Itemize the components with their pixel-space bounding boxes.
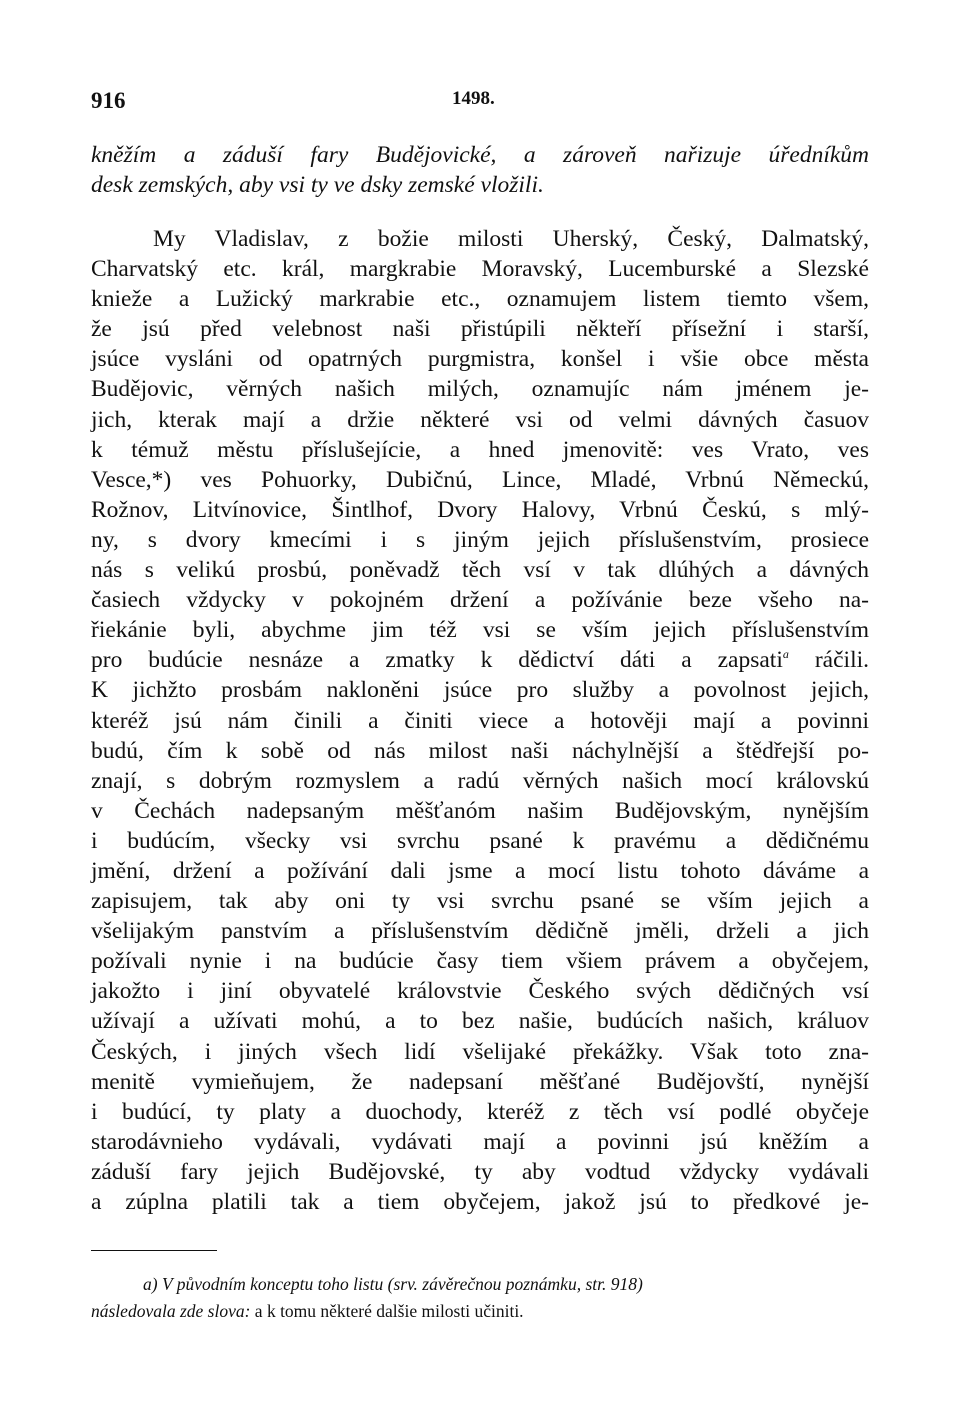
body-line-tail: ráčili. [814,647,870,674]
body-line: budú, čím k sobě od nás milost naši náchylnější a štědřejší po- [91,737,869,764]
footnote-reference: a [782,647,789,662]
body-line: Charvatský etc. král, margkrabie Moravský, Lucemburské a Slezské [91,256,869,283]
body-line: a zúplna platili tak a tiem obyčejem, jakož jsú to předkové je- [91,1189,869,1215]
body-line: My Vladislav, z božie milosti Uherský, Český, Dalmatský, [153,226,869,252]
body-line: nás s velikú prosbú, poněvadž těch vsí v tak dlúhých a dávných [91,557,869,584]
body-line: zapisujem, tak aby oni ty vsi svrchu psané se vším jejich a [91,888,869,915]
footnote-line [91,1271,871,1298]
body-line: řiekánie byli, abychme jim též vsi se vším jejich příslušenstvím [91,617,869,644]
body-line: starodávnieho vydávali, vydávati mají a povinni jsú kněžím a [91,1128,869,1155]
body-line: požívali nynie i na budúcie časy tiem všiem právem a obyčejem, [91,948,869,975]
footnote-quoted-words: a k tomu některé dalšie milosti učiniti. [254,1301,524,1321]
footnote [91,1271,871,1325]
body-line: kteréž jsú nám činili a činiti viece a hotověji mají a povinni [91,707,869,734]
page-header-year: 1498. [452,88,495,109]
body-line: jakožto i jiní obyvatelé královstvie Českého svých dědičných vsí [91,978,869,1005]
body-line: záduší fary jejich Budějovské, ty aby vodtud vždycky vydávali [91,1158,869,1185]
body-line: jmění, držení a požívání dali jsme a mocí listu tohoto dáváme a [91,857,869,884]
body-line: ny, s dvory kmecími i s jiným jejich příslušenstvím, prosiece [91,526,869,553]
body-line: Rožnov, Litvínovice, Šintlhof, Dvory Halovy, Vrbnú Českú, s mlý- [91,496,869,523]
body-line: k témuž městu příslušejície, a hned jmenovitě: ves Vrato, ves [91,436,869,463]
body-line: znají, s dobrým rozmyslem a radú věrných našich mocí královskú [91,767,869,794]
body-line: Vesce,*) ves Pohuorky, Dubičnú, Lince, Mladé, Vrbnú Německú, [91,466,869,493]
body-line: Budějovic, věrných našich milých, oznamujíc nám jménem je- [91,376,869,403]
body-line-text: pro budúcie nesnáze a zmatky k dědictví dáti a zapsati [91,647,783,674]
body-line: menitě vymieňujem, že nadepsaní měšťané Budějovští, nynější [91,1068,869,1095]
body-line: jsúce vysláni od opatrných purgmistra, konšel i všie obce města [91,346,869,373]
summary-line: kněžím a záduší fary Budějovické, a zároveň nařizuje úředníkům [91,142,869,168]
body-line: užívají a užívati mohú, a to bez našie, budúcích našich, králuov [91,1008,869,1035]
body-line: časiech vždycky v pokojném držení a požívánie beze všeho na- [91,587,869,614]
body-line: K jichžto prosbám nakloněni jsúce pro služby a povolnost jejich, [91,677,869,704]
body-line: že jsú před velebnost naši přistúpili někteří přísežní i starší, [91,316,869,343]
body-line: jich, kterak mají a držie některé vsi od velmi dávných časuov [91,406,869,433]
body-line: i budúcím, všecky vsi svrchu psané k pravému a dědičnému [91,827,869,854]
footnote-rule [91,1250,217,1251]
page-number: 916 [91,88,126,113]
body-text [91,224,869,1217]
footnote-text: V původním konceptu toho listu (srv. závěrečnou poznámku, str. 918) [161,1274,643,1294]
body-line: v Čechách nadepsaným měšťanóm našim Budějovským, nynějším [91,797,869,824]
footnote-line [91,1298,871,1325]
footnote-marker: a) [143,1274,158,1294]
body-line: i budúcí, ty platy a duochody, kteréž z těch vsí podlé obyčeje [91,1098,869,1125]
summary-line: desk zemských, aby vsi ty ve dsky zemské vložili. [91,172,544,199]
footnote-text: následovala zde slova: [91,1301,251,1321]
body-line-with-footnote [91,645,869,675]
body-line: knieže a Lužický markrabie etc., oznamujem listem tiemto všem, [91,286,869,313]
body-line: všelijakým panstvím a příslušenstvím dědičně jměli, drželi a jich [91,918,869,945]
summary-italic [91,140,869,200]
body-line: Českých, i jiných všech lidí všelijaké překážky. Však toto zna- [91,1038,869,1065]
